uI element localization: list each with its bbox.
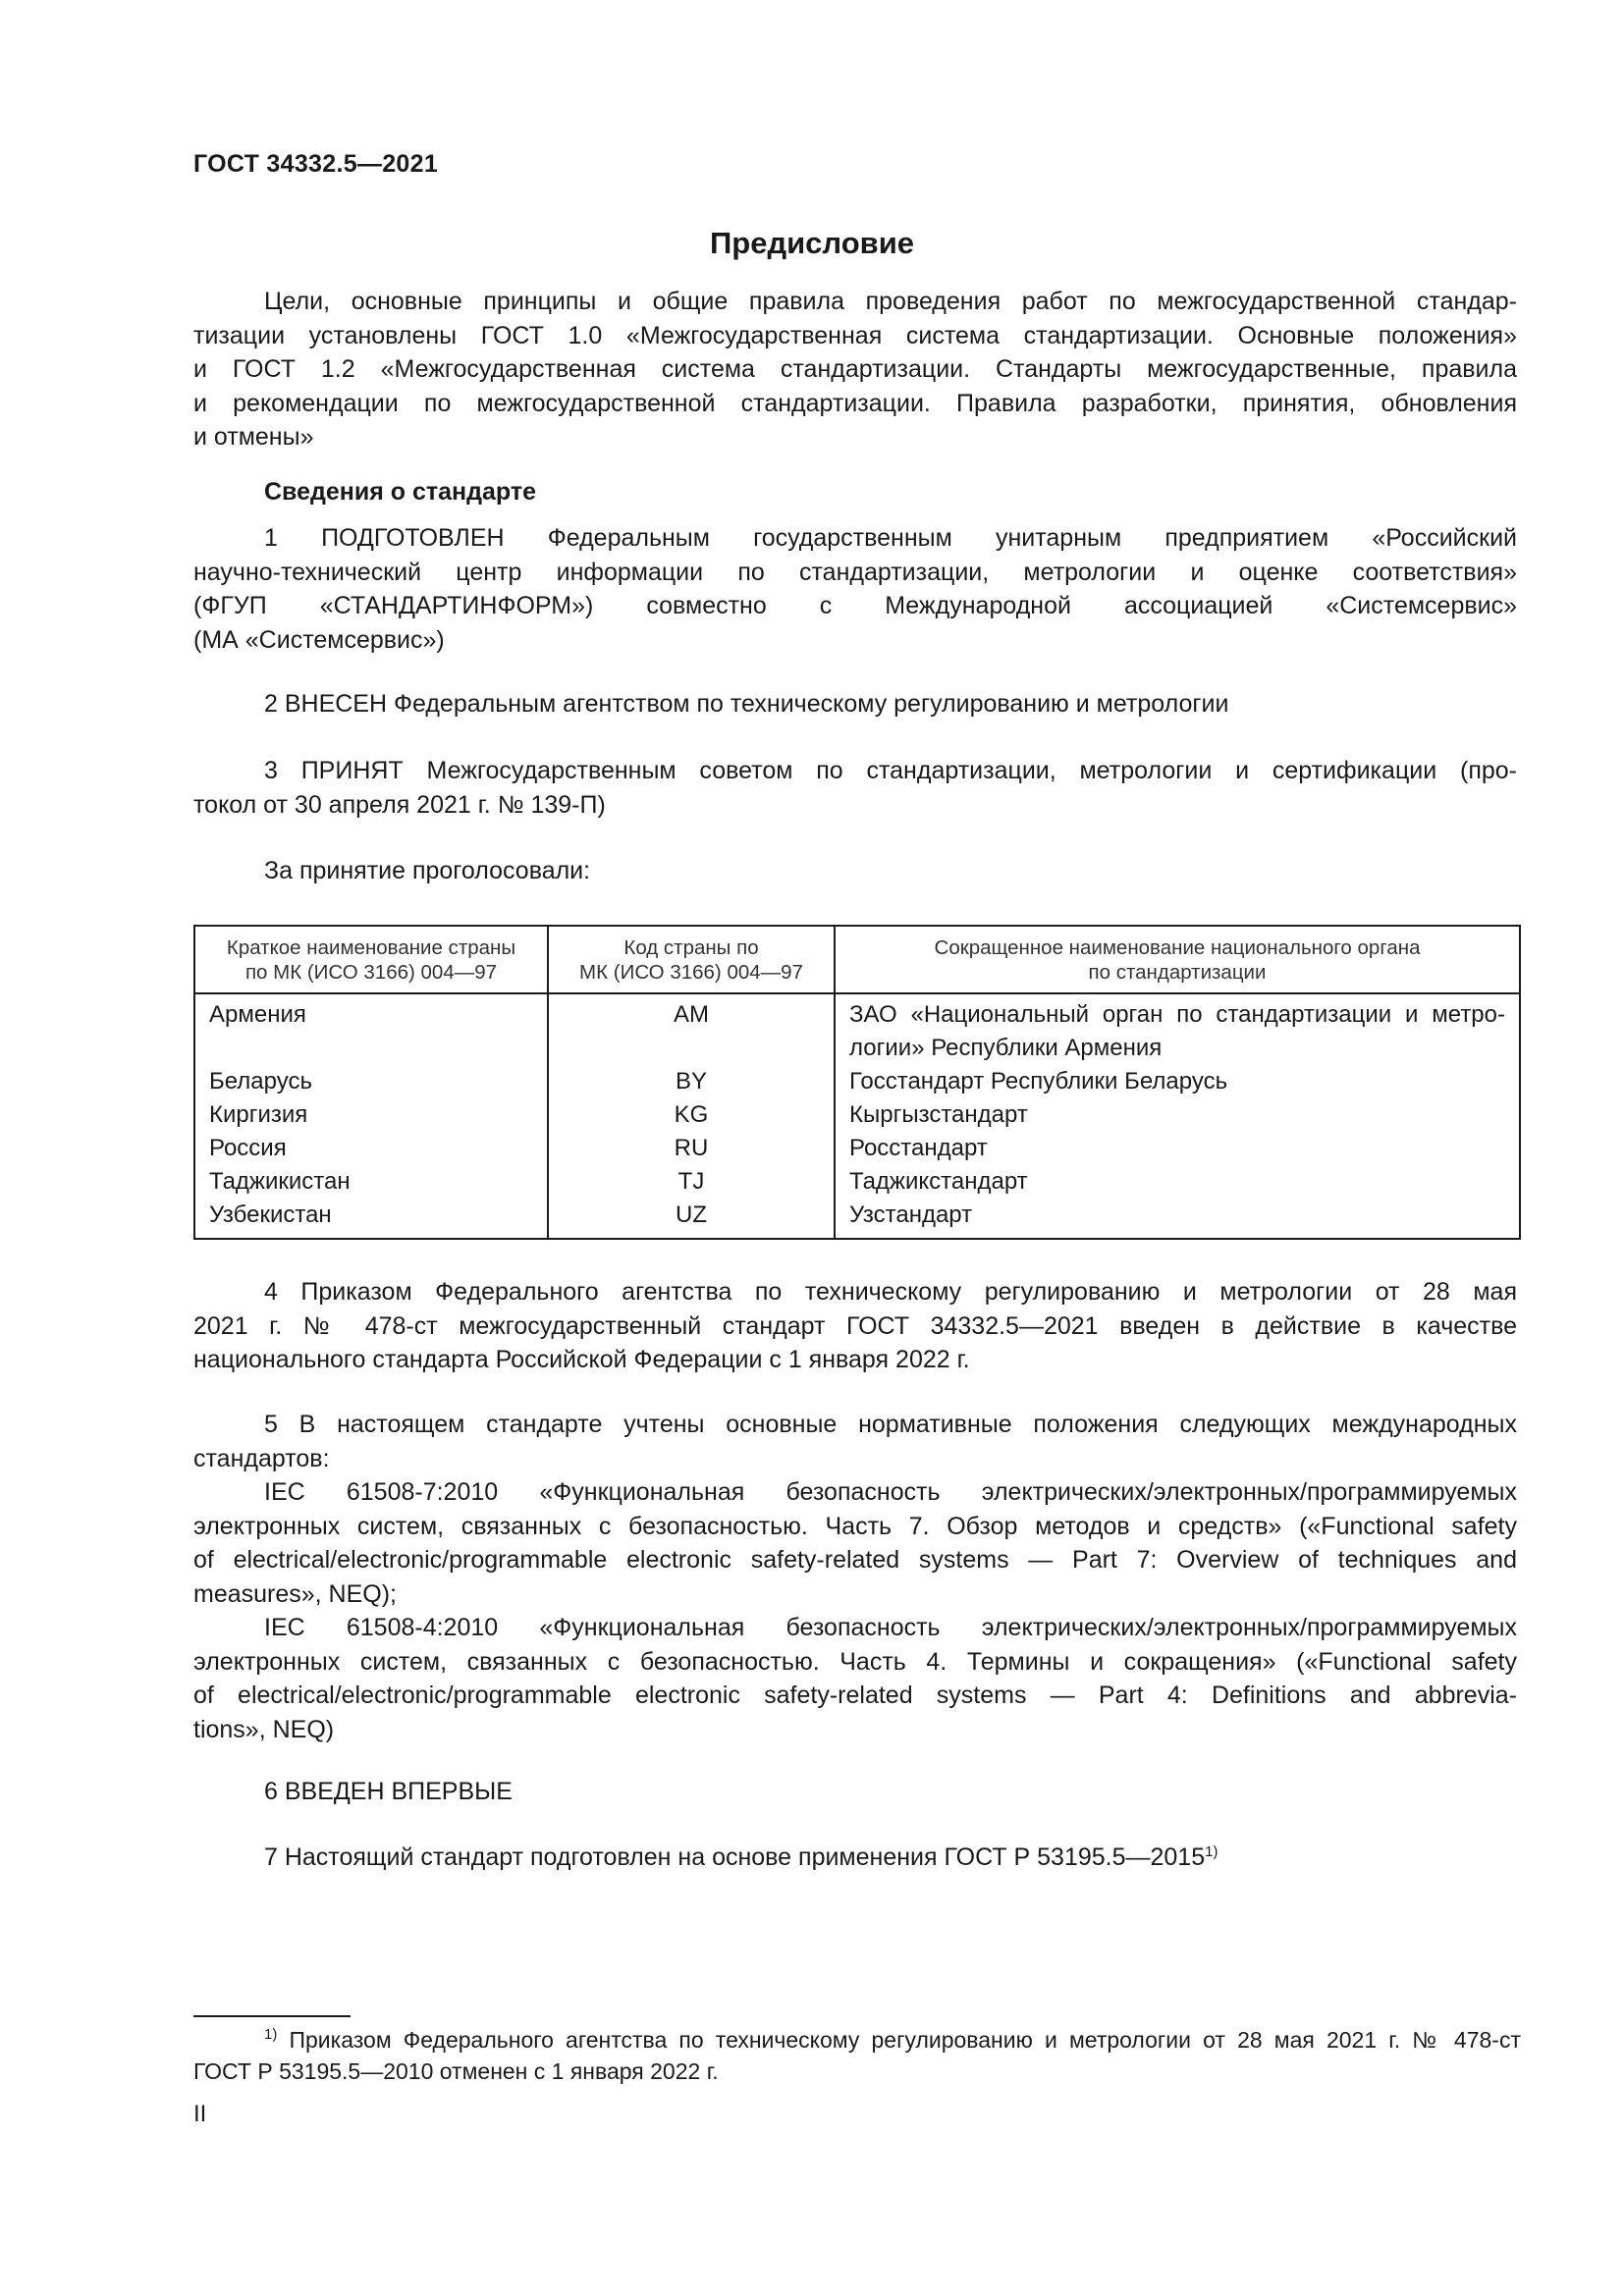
- item-line: стандартов:: [193, 1444, 330, 1472]
- reference-line: of electrical/electronic/programmable electronic safety-related systems — Part 7: Overview of techniques and: [193, 1546, 1517, 1574]
- table-row: [194, 1098, 1520, 1132]
- intro-line: и рекомендации по межгосударственной стандартизации. Правила разработки, принятия, обновления: [193, 389, 1517, 417]
- table-row: [194, 1065, 1520, 1098]
- cell-body-line: ЗАО «Национальный орган по стандартизации и метро-: [849, 1001, 1505, 1028]
- cell-body: Кыргызстандарт: [835, 1098, 1520, 1132]
- reference-line: электронных систем, связанных с безопасностью. Часть 7. Обзор методов и средств» («Functional safety: [193, 1512, 1517, 1540]
- countries-table: [193, 925, 1521, 1240]
- column-header-country: [194, 926, 548, 993]
- item-line: 3 ПРИНЯТ Межгосударственным советом по стандартизации, метрологии и сертификации (про-: [264, 757, 1517, 784]
- footnote-divider: [193, 2015, 351, 2017]
- info-heading: Сведения о стандарте: [264, 478, 537, 506]
- item-line: 1 ПОДГОТОВЛЕН Федеральным государственным унитарным предприятием «Российский: [264, 524, 1517, 552]
- table-row: [194, 1132, 1520, 1165]
- footnote: [193, 2024, 1521, 2087]
- header-line: по стандартизации: [1088, 961, 1267, 984]
- footnote-reference[interactable]: 1): [1205, 1843, 1218, 1860]
- item-line: (МА «Системсервис»): [193, 625, 445, 654]
- cell-country: Киргизия: [194, 1098, 548, 1132]
- cell-body: [835, 993, 1520, 1065]
- intro-paragraph: [193, 285, 1517, 454]
- footnote-line: ГОСТ Р 53195.5—2010 отменен с 1 января 2022 г.: [193, 2058, 719, 2084]
- table-row: [194, 1165, 1520, 1199]
- cell-body-line: логии» Республики Армения: [849, 1035, 1163, 1061]
- intro-line: тизации установлены ГОСТ 1.0 «Межгосударственная система стандартизации. Основные положения»: [193, 321, 1517, 349]
- cell-body: Узстандарт: [835, 1199, 1520, 1239]
- reference-line: tions», NEQ): [193, 1715, 335, 1743]
- item-line: 4 Приказом Федерального агентства по техническому регулированию и метрологии от 28 мая: [264, 1278, 1517, 1306]
- reference-line: measures», NEQ);: [193, 1579, 398, 1608]
- item-5: [193, 1408, 1517, 1746]
- header-line: МК (ИСО 3166) 004—97: [579, 961, 803, 984]
- document-header: ГОСТ 34332.5—2021: [193, 150, 439, 178]
- item-line: национального стандарта Российской Федерации с 1 января 2022 г.: [193, 1346, 970, 1373]
- voted-label: За принятие проголосовали:: [264, 857, 591, 884]
- cell-code: AM: [548, 993, 835, 1065]
- cell-code: RU: [548, 1132, 835, 1165]
- item-line: научно-технический центр информации по стандартизации, метрологии и оценке соответствия»: [193, 558, 1517, 586]
- cell-country: Армения: [194, 993, 548, 1065]
- table-row: [194, 993, 1520, 1065]
- item-3: [193, 754, 1517, 822]
- item-7: [193, 1841, 1517, 1875]
- header-line: Код страны по: [623, 936, 759, 959]
- intro-line: и отмены»: [193, 423, 314, 451]
- header-line: по МК (ИСО 3166) 004—97: [244, 961, 498, 984]
- item-2: 2 ВНЕСЕН Федеральным агентством по техническому регулированию и метрологии: [264, 690, 1229, 718]
- item-1: [193, 521, 1517, 657]
- footnote-line: [193, 2024, 1521, 2056]
- item-7-text: 7 Настоящий стандарт подготовлен на основе применения ГОСТ Р 53195.5—2015: [264, 1843, 1206, 1871]
- column-header-code: [548, 926, 835, 993]
- reference-line: IEC 61508-7:2010 «Функциональная безопасность электрических/электронных/программируемых: [264, 1478, 1517, 1506]
- cell-code: KG: [548, 1098, 835, 1132]
- cell-code: TJ: [548, 1165, 835, 1199]
- item-line: (ФГУП «СТАНДАРТИНФОРМ») совместно с Международной ассоциацией «Системсервис»: [193, 592, 1517, 619]
- reference-line: IEC 61508-4:2010 «Функциональная безопасность электрических/электронных/программируемых: [264, 1614, 1517, 1641]
- column-header-body: [835, 926, 1520, 993]
- footnote-marker: 1): [264, 2026, 278, 2043]
- cell-code: UZ: [548, 1199, 835, 1239]
- page-title: Предисловие: [709, 226, 914, 260]
- cell-country: Таджикистан: [194, 1165, 548, 1199]
- cell-country: Беларусь: [194, 1065, 548, 1098]
- item-line: 5 В настоящем стандарте учтены основные нормативные положения следующих международных: [264, 1411, 1517, 1438]
- cell-body: Таджикстандарт: [835, 1165, 1520, 1199]
- table-row: [194, 1199, 1520, 1239]
- cell-body: Росстандарт: [835, 1132, 1520, 1165]
- reference-line: of electrical/electronic/programmable electronic safety-related systems — Part 4: Definitions and abbrevia-: [193, 1682, 1517, 1709]
- cell-country: Узбекистан: [194, 1199, 548, 1239]
- intro-line: и ГОСТ 1.2 «Межгосударственная система стандартизации. Стандарты межгосударственные, правила: [193, 355, 1517, 383]
- item-line: токол от 30 апреля 2021 г. № 139-П): [193, 790, 606, 819]
- header-line: Краткое наименование страны: [226, 936, 516, 959]
- page-number: II: [193, 2101, 207, 2127]
- item-6: 6 ВВЕДЕН ВПЕРВЫЕ: [264, 1778, 513, 1805]
- header-line: Сокращенное наименование национального органа: [934, 936, 1421, 959]
- footnote-text: Приказом Федерального агентства по техническому регулированию и метрологии от 28 мая 2021 г. № 478-ст: [277, 2027, 1521, 2053]
- cell-body: Госстандарт Республики Беларусь: [835, 1065, 1520, 1098]
- item-line: 2021 г. № 478-ст межгосударственный стандарт ГОСТ 34332.5—2021 введен в действие в качестве: [193, 1311, 1517, 1340]
- cell-country: Россия: [194, 1132, 548, 1165]
- table-header-row: [194, 926, 1520, 993]
- intro-line: Цели, основные принципы и общие правила проведения работ по межгосударственной стандар-: [264, 288, 1517, 315]
- reference-line: электронных систем, связанных с безопасностью. Часть 4. Термины и сокращения» («Functional safety: [193, 1647, 1517, 1676]
- item-4: [193, 1275, 1517, 1377]
- cell-code: BY: [548, 1065, 835, 1098]
